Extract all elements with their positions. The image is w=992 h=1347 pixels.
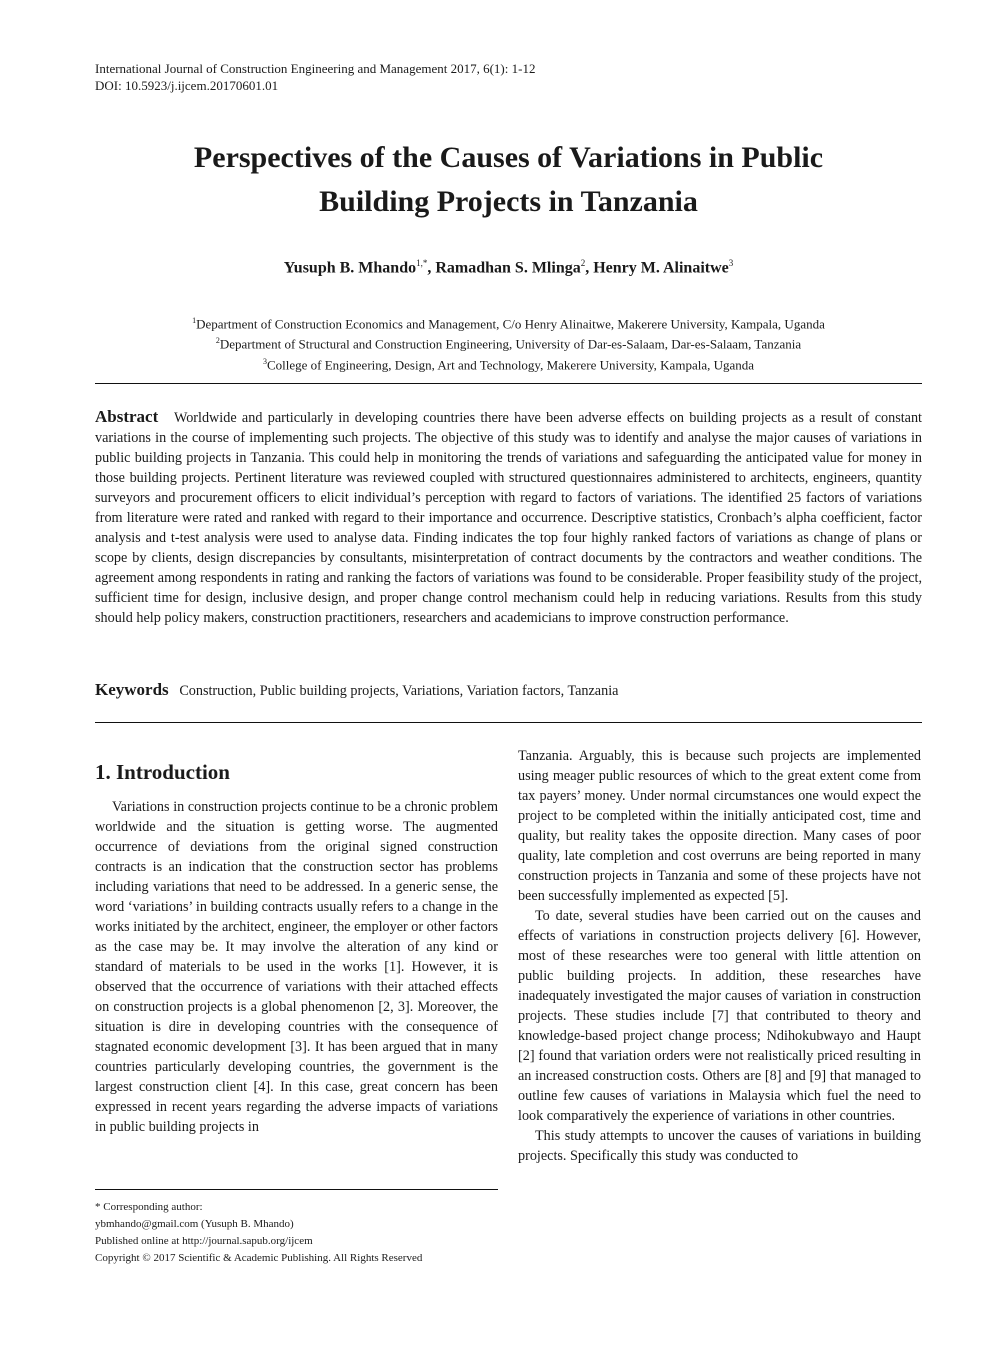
body-paragraph: To date, several studies have been carried out on the causes and effects of variations in construction projects delivery [6]. However, most of these researches were too general with little attention on public building projects. In addition, these researches have inadequately investigated the major causes of variation in construction projects. These studies include [7] that contributed to theory and knowledge-based project change process; Ndihokubwayo and Haupt [2] found that variation orders were not realistically priced resulting in an increased construction costs. Others are [8] and [9] that managed to outline few causes of variations in Malaysia which fuel the need to look comparatively the experience of variations in other countries. <box>518 908 921 1124</box>
abstract-text: Worldwide and particularly in developing countries there have been adverse effects on building projects as a result of constant variations in the course of implementing such projects. The objective of this study was to identify and analyse the major causes of variations in public building projects in Tanzania. This could help in monitoring the trends of variations and safeguarding the anticipated value for money in those building projects. Pertinent literature was reviewed coupled with structured questionnaires administered to architects, engineers, quantity surveyors and procurement officers to elicit individual’s perception with regard to factors of variations. The identified 25 factors of variations from literature were rated and ranked with regard to their importance and occurrence. Descriptive statistics, Cronbach’s alpha coefficient, factor analysis and t-test analysis were used to analyse data. Finding indicates the top four highly ranked factors of variations as change of plans or scope by clients, design discrepancies by consultants, misinterpretation of contract documents by the contractors and weather conditions. The agreement among respondents in rating and ranking the factors of variations was found to be considerable. Proper feasibility study of the project, sufficient time for design, inclusive design, and proper change control mechanism could help in reducing variations. Results from this study should help policy makers, construction practitioners, researchers and academicians to improve construction performance. <box>95 410 922 626</box>
affiliation: $^1$Department of Construction Economics and Management, C/o Henry Alinaitwe, Makerere University, Kampala, Uganda <box>192 316 825 332</box>
journal-doi: DOI: 10.5923/j.ijcem.20170601.01 <box>95 78 279 93</box>
affiliation: $^2$Department of Structural and Construction Engineering, University of Dar-es-Salaam, Dar-es-Salaam, Tanzania <box>215 336 802 352</box>
paper-title <box>95 136 922 224</box>
author-superscript: 2 <box>580 258 586 268</box>
body-paragraph: Tanzania. Arguably, this is because such projects are implemented using meager public resources of which to the great extent come from tax payers’ money. Under normal circumstances one would expect the project to be completed within the initially anticipated cost, time and quality, but reality takes the opposite direction. Many cases of poor quality, late completion and cost overruns are being reported in many construction projects in Tanzania and some of these projects have not been successfully implemented as expected [5]. <box>518 748 921 904</box>
affiliation: $^3$College of Engineering, Design, Art and Technology, Makerere University, Kampala, Uganda <box>262 356 755 372</box>
right-column <box>518 746 921 1166</box>
abstract <box>95 407 922 628</box>
author-list: Yusuph B. Mhando$^{1,*}$, Ramadhan S. Mlinga$^2$, Henry M. Alinaitwe$^3$ <box>283 258 734 277</box>
footnote-copyright: Copyright © 2017 Scientific & Academic Publishing. All Rights Reserved <box>95 1252 423 1264</box>
footnote-corresponding: * Corresponding author: <box>95 1201 203 1213</box>
journal-header <box>95 60 535 94</box>
author-name: Yusuph B. Mhando <box>283 259 417 277</box>
author-superscript: 1,* <box>416 258 428 268</box>
paper-title-line-2: Building Projects in Tanzania <box>319 185 698 218</box>
journal-citation: International Journal of Construction Engineering and Management 2017, 6(1): 1-12 <box>95 61 536 76</box>
keywords <box>95 680 922 700</box>
author-name: Ramadhan S. Mlinga <box>435 259 581 277</box>
footnote-email: ybmhando@gmail.com (Yusuph B. Mhando) <box>95 1218 294 1230</box>
body-paragraph: This study attempts to uncover the causes of variations in building projects. Specifically this study was conducted to <box>518 1128 921 1164</box>
affiliation-list <box>95 312 922 373</box>
divider-top <box>95 383 922 384</box>
keywords-label: Keywords <box>95 680 169 699</box>
divider-bottom <box>95 722 922 723</box>
author-superscript: 3 <box>728 258 734 268</box>
paper-title-line-1: Perspectives of the Causes of Variations in Public <box>193 141 824 174</box>
author-name: Henry M. Alinaitwe <box>593 259 729 277</box>
footnotes <box>95 1199 422 1267</box>
abstract-label: Abstract <box>95 407 159 426</box>
footnote-published: Published online at http://journal.sapub.org/ijcem <box>95 1235 313 1247</box>
left-column <box>95 746 498 1137</box>
footnote-divider <box>95 1189 498 1190</box>
keywords-text: Construction, Public building projects, Variations, Variation factors, Tanzania <box>179 683 619 699</box>
body-paragraph: Variations in construction projects continue to be a chronic problem worldwide and the situation is getting worse. The augmented occurrence of deviations from the original signed construction contracts is an indication that the construction sector has problems including variations that need to be addressed. In a generic sense, the word ‘variations’ in building contracts usually refers to a change in the works initiated by the architect, engineer, the employer or other factors as the case may be. It may involve the alteration of any kind or standard of materials to be used in the works [1]. However, it is observed that the occurrence of variations with their attached effects on construction projects is a global phenomenon [2, 3]. Moreover, the situation is dire in developing countries with the consequence of stagnated economic development [3]. It has been argued that in many countries particularly developing countries, the government is the largest construction client [4]. In this case, great concern has been expressed in recent years regarding the adverse impacts of variations in public building projects in <box>95 799 498 1135</box>
section-heading-introduction: 1. Introduction <box>95 760 230 784</box>
